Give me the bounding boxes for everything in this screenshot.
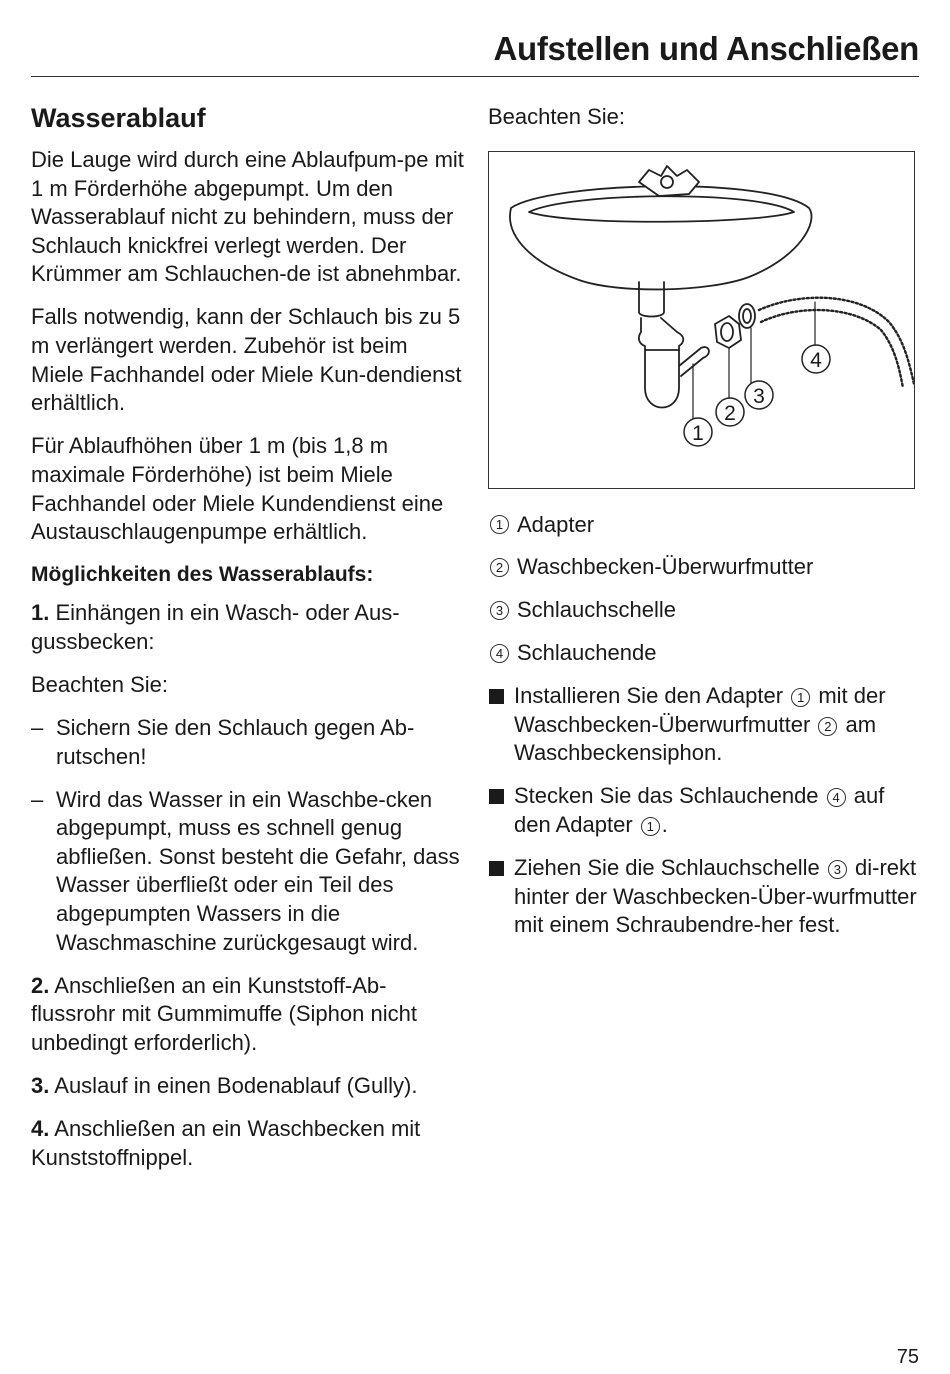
instruction-text-part: mit der Waschbecken-Überwurfmutter <box>514 683 886 737</box>
page-title: Aufstellen und Anschließen <box>493 30 919 67</box>
instruction-text <box>514 682 920 768</box>
legend-item <box>488 639 920 668</box>
note-label: Beachten Sie: <box>31 671 168 697</box>
instruction-text-part: di-rekt hinter der Waschbecken-Über-wurfmutter mit einem Schraubendre-her fest. <box>514 855 917 938</box>
paragraph-extension: Falls notwendig, kann der Schlauch bis zu 5 m verlängert werden. Zubehör ist beim Miele Fachhandel oder Miele Kun-dendienst erhältlich. <box>31 304 462 416</box>
instruction-text-part: Stecken Sie das Schlauchende <box>514 783 819 809</box>
legend-label: Schlauchende <box>517 640 657 666</box>
instruction-item <box>488 682 920 768</box>
instruction-item <box>488 782 920 839</box>
legend-item <box>488 511 920 540</box>
option-3-number: 3. <box>31 1073 50 1099</box>
union-nut <box>715 316 741 348</box>
option-1-number: 1. <box>31 600 50 626</box>
dash-item-text: Sichern Sie den Schlauch gegen Ab-rutschen! <box>56 715 415 769</box>
dash-marker: – <box>31 786 44 812</box>
instruction-text <box>514 854 920 940</box>
page-header <box>31 24 919 77</box>
option-4-text: Anschließen an ein Waschbecken mit Kunststoffnippel. <box>31 1116 421 1170</box>
section-heading: Wasserablauf <box>31 103 206 133</box>
option-1 <box>31 599 466 656</box>
legend-label: Waschbecken-Überwurfmutter <box>517 554 814 580</box>
dash-marker: – <box>31 715 44 740</box>
adapter-part <box>679 347 709 376</box>
option-3-text: Auslauf in einen Bodenablauf (Gully). <box>54 1073 418 1099</box>
dash-item-text: Wird das Wasser in ein Waschbe-cken abgepumpt, muss es schnell genug abfließen. Sonst besteht die Gefahr, dass Wasser überfließt oder ein Teil des abgepumpten Wassers in die Waschmaschine zurückgesaugt wird. <box>56 786 460 955</box>
instruction-text-part: auf den Adapter <box>514 783 885 838</box>
inline-number: 2 <box>818 717 837 736</box>
instruction-item <box>488 854 920 940</box>
legend-number: 4 <box>490 644 509 663</box>
paragraph-pump: Die Lauge wird durch eine Ablaufpum-pe mit 1 m Förderhöhe abgepumpt. Um den Wasserablauf nicht zu behindern, muss der Schlauch knickfrei verlegt werden. Der Krümmer am Schlauchen-de ist abnehmbar. <box>31 147 464 287</box>
instruction-text-part: Installieren Sie den Adapter <box>514 683 784 709</box>
instruction-text <box>514 782 920 839</box>
callout-label: 3 <box>753 384 765 408</box>
note-label: Beachten Sie: <box>488 104 625 129</box>
left-column <box>31 100 466 1187</box>
option-2-text: Anschließen an ein Kunststoff-Ab-flussrohr mit Gummimuffe (Siphon nicht unbedingt erforderlich). <box>31 972 417 1055</box>
paragraph-pump-height: Für Ablaufhöhen über 1 m (bis 1,8 m maximale Förderhöhe) ist beim Miele Fachhandel oder Miele Kundendienst eine Austauschlaugenpumpe erhältlich. <box>31 433 444 545</box>
instruction-text-part: . <box>661 812 668 838</box>
square-bullet-icon <box>489 789 504 804</box>
option-4 <box>31 1115 466 1172</box>
legend-item <box>488 553 920 582</box>
option-2 <box>31 972 466 1058</box>
callout-label: 1 <box>692 421 704 445</box>
subheading-drain-options: Möglichkeiten des Wasserablaufs: <box>31 563 374 587</box>
sink-siphon-illustration <box>489 152 914 488</box>
callout-label: 2 <box>724 401 736 425</box>
square-bullet-icon <box>489 689 504 704</box>
dash-item <box>31 786 466 958</box>
sink-siphon-figure <box>488 151 915 489</box>
legend-label: Schlauchschelle <box>517 597 676 623</box>
legend-number: 2 <box>490 558 509 577</box>
legend-label: Adapter <box>517 511 595 537</box>
inline-number: 1 <box>641 817 660 836</box>
instruction-text-part: am Waschbeckensiphon. <box>514 711 877 766</box>
page-number: 75 <box>896 1346 919 1368</box>
legend-number: 1 <box>490 515 509 534</box>
basin <box>510 186 812 289</box>
option-2-number: 2. <box>31 972 50 998</box>
square-bullet-icon <box>489 861 504 876</box>
dash-item <box>31 714 466 771</box>
legend-number: 3 <box>490 601 509 620</box>
option-4-number: 4. <box>31 1116 50 1142</box>
siphon <box>639 318 683 408</box>
inline-number: 4 <box>827 788 846 807</box>
inline-number: 3 <box>828 860 847 879</box>
callout-label: 4 <box>810 348 822 372</box>
right-column <box>488 103 920 954</box>
instruction-text-part: Ziehen Sie die Schlauchschelle <box>514 855 820 881</box>
option-3 <box>31 1072 466 1101</box>
inline-number: 1 <box>791 688 810 707</box>
hose-clamp <box>739 304 755 328</box>
legend-item <box>488 596 920 625</box>
option-1-text: Einhängen in ein Wasch- oder Aus-gussbecken: <box>31 600 400 654</box>
